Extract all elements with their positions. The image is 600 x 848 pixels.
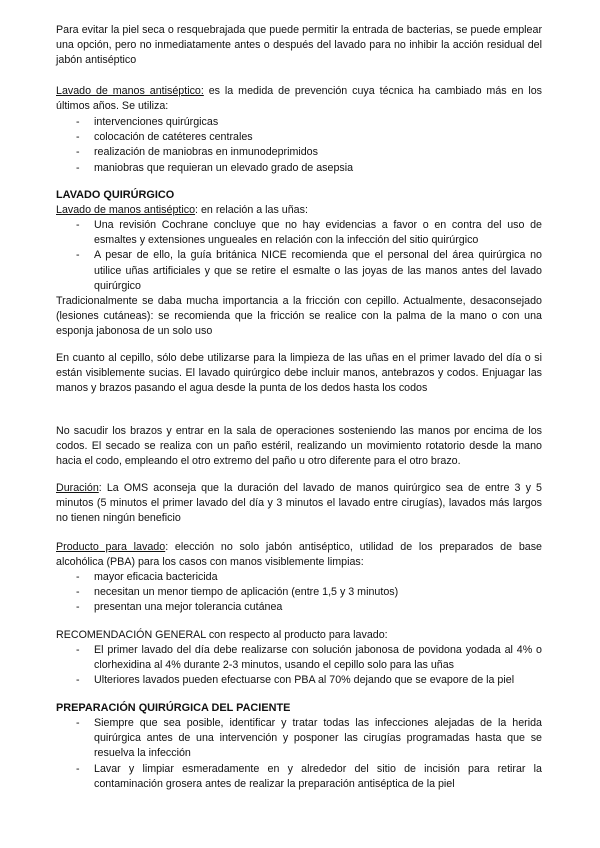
paragraph-unas: Lavado de manos antiséptico: en relación a las uñas: — [56, 204, 308, 216]
list-item: - maniobras que requieran un elevado grado de asepsia — [76, 161, 354, 174]
list-item: - Ulteriores lavados pueden efectuarse con PBA al 70% dejando que se evapore de la piel — [76, 674, 515, 687]
underlined-label: Producto para lavado — [56, 541, 166, 553]
list-recomendacion — [56, 643, 542, 689]
paragraph-duracion: Duración: La OMS aconseja que la duración del lavado de manos quirúrgico sea de entre 3 y 5 minutos (5 minutos el primer lavado del día y 3 minutos el lavado entre cirugías), lavados más largos no tienen ningún beneficio — [56, 482, 542, 525]
underlined-label: Duración — [56, 482, 99, 494]
list-unas — [56, 218, 542, 294]
underlined-label: Lavado de manos antiséptico: — [56, 85, 204, 97]
list-item: - realización de maniobras en inmunodeprimidos — [76, 146, 318, 159]
paragraph-recomendacion: RECOMENDACIÓN GENERAL con respecto al producto para lavado: — [56, 629, 388, 641]
paragraph-lavado-antiseptico: Lavado de manos antiséptico: es la medida de prevención cuya técnica ha cambiado más en los últimos años. Se utiliza: — [56, 85, 542, 113]
list-preparacion-paciente — [56, 716, 542, 792]
underlined-label: Lavado de manos antiséptico — [56, 204, 196, 216]
heading-preparacion-paciente: PREPARACIÓN QUIRÚRGICA DEL PACIENTE — [56, 702, 291, 714]
list-item: - El primer lavado del día debe realizarse con solución jabonosa de povidona yodada al 4% o clorhexidina al 4% durante 2-3 minutos, usando el cepillo solo para las uñas — [76, 644, 542, 672]
list-item: - necesitan un menor tiempo de aplicación (entre 1,5 y 3 minutos) — [76, 586, 399, 599]
list-item: - Una revisión Cochrane concluye que no hay evidencias a favor o en contra del uso de esmaltes y extensiones ungueales en relación con la infección del sitio quirúrgico — [76, 219, 542, 247]
list-usos — [56, 115, 542, 176]
list-item: - presentan una mejor tolerancia cutánea — [76, 601, 283, 614]
paragraph-producto: Producto para lavado: elección no solo jabón antiséptico, utilidad de los preparados de base alcohólica (PBA) para los casos con manos visiblemente limpias: — [56, 541, 542, 569]
list-item: - A pesar de ello, la guía británica NICE recomienda que el personal del área quirúrgica no utilice uñas artificiales y que se retire el esmalte o las joyas de las manos antes del lavado quirúrgico — [76, 249, 542, 292]
heading-lavado-quirurgico: LAVADO QUIRÚRGICO — [56, 189, 175, 201]
paragraph-piel-seca: Para evitar la piel seca o resquebrajada que puede permitir la entrada de bacterias, se puede emplear una opción, pero no inmediatamente antes o después del lavado para no inhibir la acción residual del jabón antiséptico — [56, 24, 542, 67]
list-item: - mayor eficacia bactericida — [76, 571, 218, 583]
list-item: - Lavar y limpiar esmeradamente en y alrededor del sitio de incisión para retirar la contaminación grosera antes de realizar la preparación antiséptica de la piel — [76, 762, 542, 790]
list-item: - Siempre que sea posible, identificar y tratar todas las infecciones alejadas de la herida quirúrgica antes de una intervención y posponer las cirugías programadas hasta que se resuelva la infección — [76, 717, 542, 760]
list-pba-ventajas — [56, 570, 542, 616]
paragraph-secado: No sacudir los brazos y entrar en la sala de operaciones sosteniendo las manos por encima de los codos. El secado se realiza con un paño estéril, realizando un movimiento rotatorio desde la mano hacia el codo, empleando el otro extremo del paño u otro diferente para el otro brazo. — [56, 425, 542, 468]
list-item: - colocación de catéteres centrales — [76, 131, 253, 144]
paragraph-friccion: Tradicionalmente se daba mucha importancia a la fricción con cepillo. Actualmente, desaconsejado (lesiones cutáneas): se recomienda que la fricción se realice con la palma de la mano o con una esponja jabonosa de un solo uso — [56, 295, 542, 338]
paragraph-cepillo: En cuanto al cepillo, sólo debe utilizarse para la limpieza de las uñas en el primer lavado del día o si están visiblemente sucias. El lavado quirúrgico debe incluir manos, antebrazos y codos. Enjuagar las manos y brazos pasando el agua desde la punta de los dedos hasta los codos — [56, 352, 542, 395]
list-item: - intervenciones quirúrgicas — [76, 116, 219, 128]
